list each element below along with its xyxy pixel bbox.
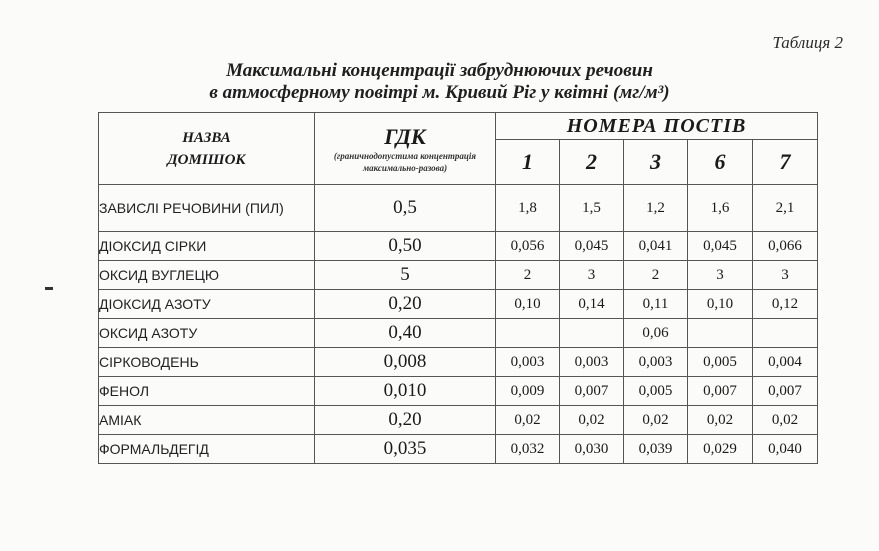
header-gdk-title: ГДК xyxy=(384,123,426,149)
table-row xyxy=(99,290,818,319)
post-value: 0,045 xyxy=(688,232,753,261)
post-value: 0,041 xyxy=(624,232,688,261)
post-value: 0,007 xyxy=(688,377,753,406)
header-post-number: 6 xyxy=(688,140,753,185)
post-value: 0,007 xyxy=(560,377,624,406)
header-post-number: 3 xyxy=(624,140,688,185)
post-value: 0,029 xyxy=(688,435,753,464)
post-value: 0,02 xyxy=(753,406,818,435)
gdk-value: 0,50 xyxy=(315,232,496,261)
substance-name: ЗАВИСЛІ РЕЧОВИНИ (ПИЛ) xyxy=(99,185,315,232)
gdk-value: 0,20 xyxy=(315,406,496,435)
table-row xyxy=(99,261,818,290)
post-value: 0,005 xyxy=(624,377,688,406)
header-post-number: 2 xyxy=(560,140,624,185)
post-value: 0,004 xyxy=(753,348,818,377)
post-value: 1,5 xyxy=(560,185,624,232)
post-value: 0,045 xyxy=(560,232,624,261)
substance-name: СІРКОВОДЕНЬ xyxy=(99,348,315,377)
post-value xyxy=(496,319,560,348)
post-value: 0,040 xyxy=(753,435,818,464)
substance-name: ФЕНОЛ xyxy=(99,377,315,406)
post-value: 0,10 xyxy=(688,290,753,319)
header-gdk xyxy=(315,113,496,185)
table-row xyxy=(99,435,818,464)
post-value: 0,007 xyxy=(753,377,818,406)
substance-name: ОКСИД АЗОТУ xyxy=(99,319,315,348)
gdk-value: 0,008 xyxy=(315,348,496,377)
substance-name: ОКСИД ВУГЛЕЦЮ xyxy=(99,261,315,290)
post-value: 0,10 xyxy=(496,290,560,319)
post-value: 2 xyxy=(624,261,688,290)
post-value: 0,14 xyxy=(560,290,624,319)
post-value: 2,1 xyxy=(753,185,818,232)
table-row xyxy=(99,377,818,406)
header-substance-name xyxy=(99,113,315,185)
post-value: 0,02 xyxy=(560,406,624,435)
gdk-value: 0,035 xyxy=(315,435,496,464)
post-value xyxy=(688,319,753,348)
post-value: 0,003 xyxy=(496,348,560,377)
post-value: 0,11 xyxy=(624,290,688,319)
post-value: 2 xyxy=(496,261,560,290)
substance-name: ФОРМАЛЬДЕГІД xyxy=(99,435,315,464)
header-post-number: 7 xyxy=(753,140,818,185)
header-posts: НОМЕРА ПОСТІВ xyxy=(496,113,818,140)
post-value: 0,030 xyxy=(560,435,624,464)
substance-name: АМІАК xyxy=(99,406,315,435)
header-post-number: 1 xyxy=(496,140,560,185)
post-value: 0,039 xyxy=(624,435,688,464)
table-row xyxy=(99,232,818,261)
post-value: 1,6 xyxy=(688,185,753,232)
post-value: 1,2 xyxy=(624,185,688,232)
post-value: 0,02 xyxy=(688,406,753,435)
post-value: 0,003 xyxy=(624,348,688,377)
table-number-label: Таблиця 2 xyxy=(772,33,843,52)
post-value: 3 xyxy=(560,261,624,290)
post-value: 0,02 xyxy=(496,406,560,435)
post-value: 3 xyxy=(753,261,818,290)
post-value: 0,066 xyxy=(753,232,818,261)
table-row xyxy=(99,185,818,232)
margin-dash-mark xyxy=(45,287,53,290)
table-row xyxy=(99,319,818,348)
header-name-line2: ДОМІШОК xyxy=(167,151,246,168)
header-name-line1: НАЗВА xyxy=(182,129,231,146)
gdk-value: 0,5 xyxy=(315,185,496,232)
post-value: 0,02 xyxy=(624,406,688,435)
gdk-value: 0,010 xyxy=(315,377,496,406)
gdk-value: 5 xyxy=(315,261,496,290)
gdk-value: 0,40 xyxy=(315,319,496,348)
pollutant-concentration-table xyxy=(98,112,818,464)
post-value: 0,06 xyxy=(624,319,688,348)
post-value: 0,12 xyxy=(753,290,818,319)
gdk-value: 0,20 xyxy=(315,290,496,319)
post-value: 0,056 xyxy=(496,232,560,261)
table-row xyxy=(99,406,818,435)
post-value: 0,009 xyxy=(496,377,560,406)
post-value xyxy=(753,319,818,348)
table-row xyxy=(99,348,818,377)
post-value: 1,8 xyxy=(496,185,560,232)
post-value xyxy=(560,319,624,348)
header-gdk-note: (граничнодопустима концентрація максимально-разова) xyxy=(333,150,477,173)
substance-name: ДІОКСИД АЗОТУ xyxy=(99,290,315,319)
post-value: 3 xyxy=(688,261,753,290)
table-title-line2: в атмосферному повітрі м. Кривий Ріг у квітні (мг/м³) xyxy=(209,82,670,103)
post-value: 0,003 xyxy=(560,348,624,377)
post-value: 0,005 xyxy=(688,348,753,377)
table-title-line1: Максимальні концентрації забруднюючих речовин xyxy=(226,60,653,81)
substance-name: ДІОКСИД СІРКИ xyxy=(99,232,315,261)
post-value: 0,032 xyxy=(496,435,560,464)
